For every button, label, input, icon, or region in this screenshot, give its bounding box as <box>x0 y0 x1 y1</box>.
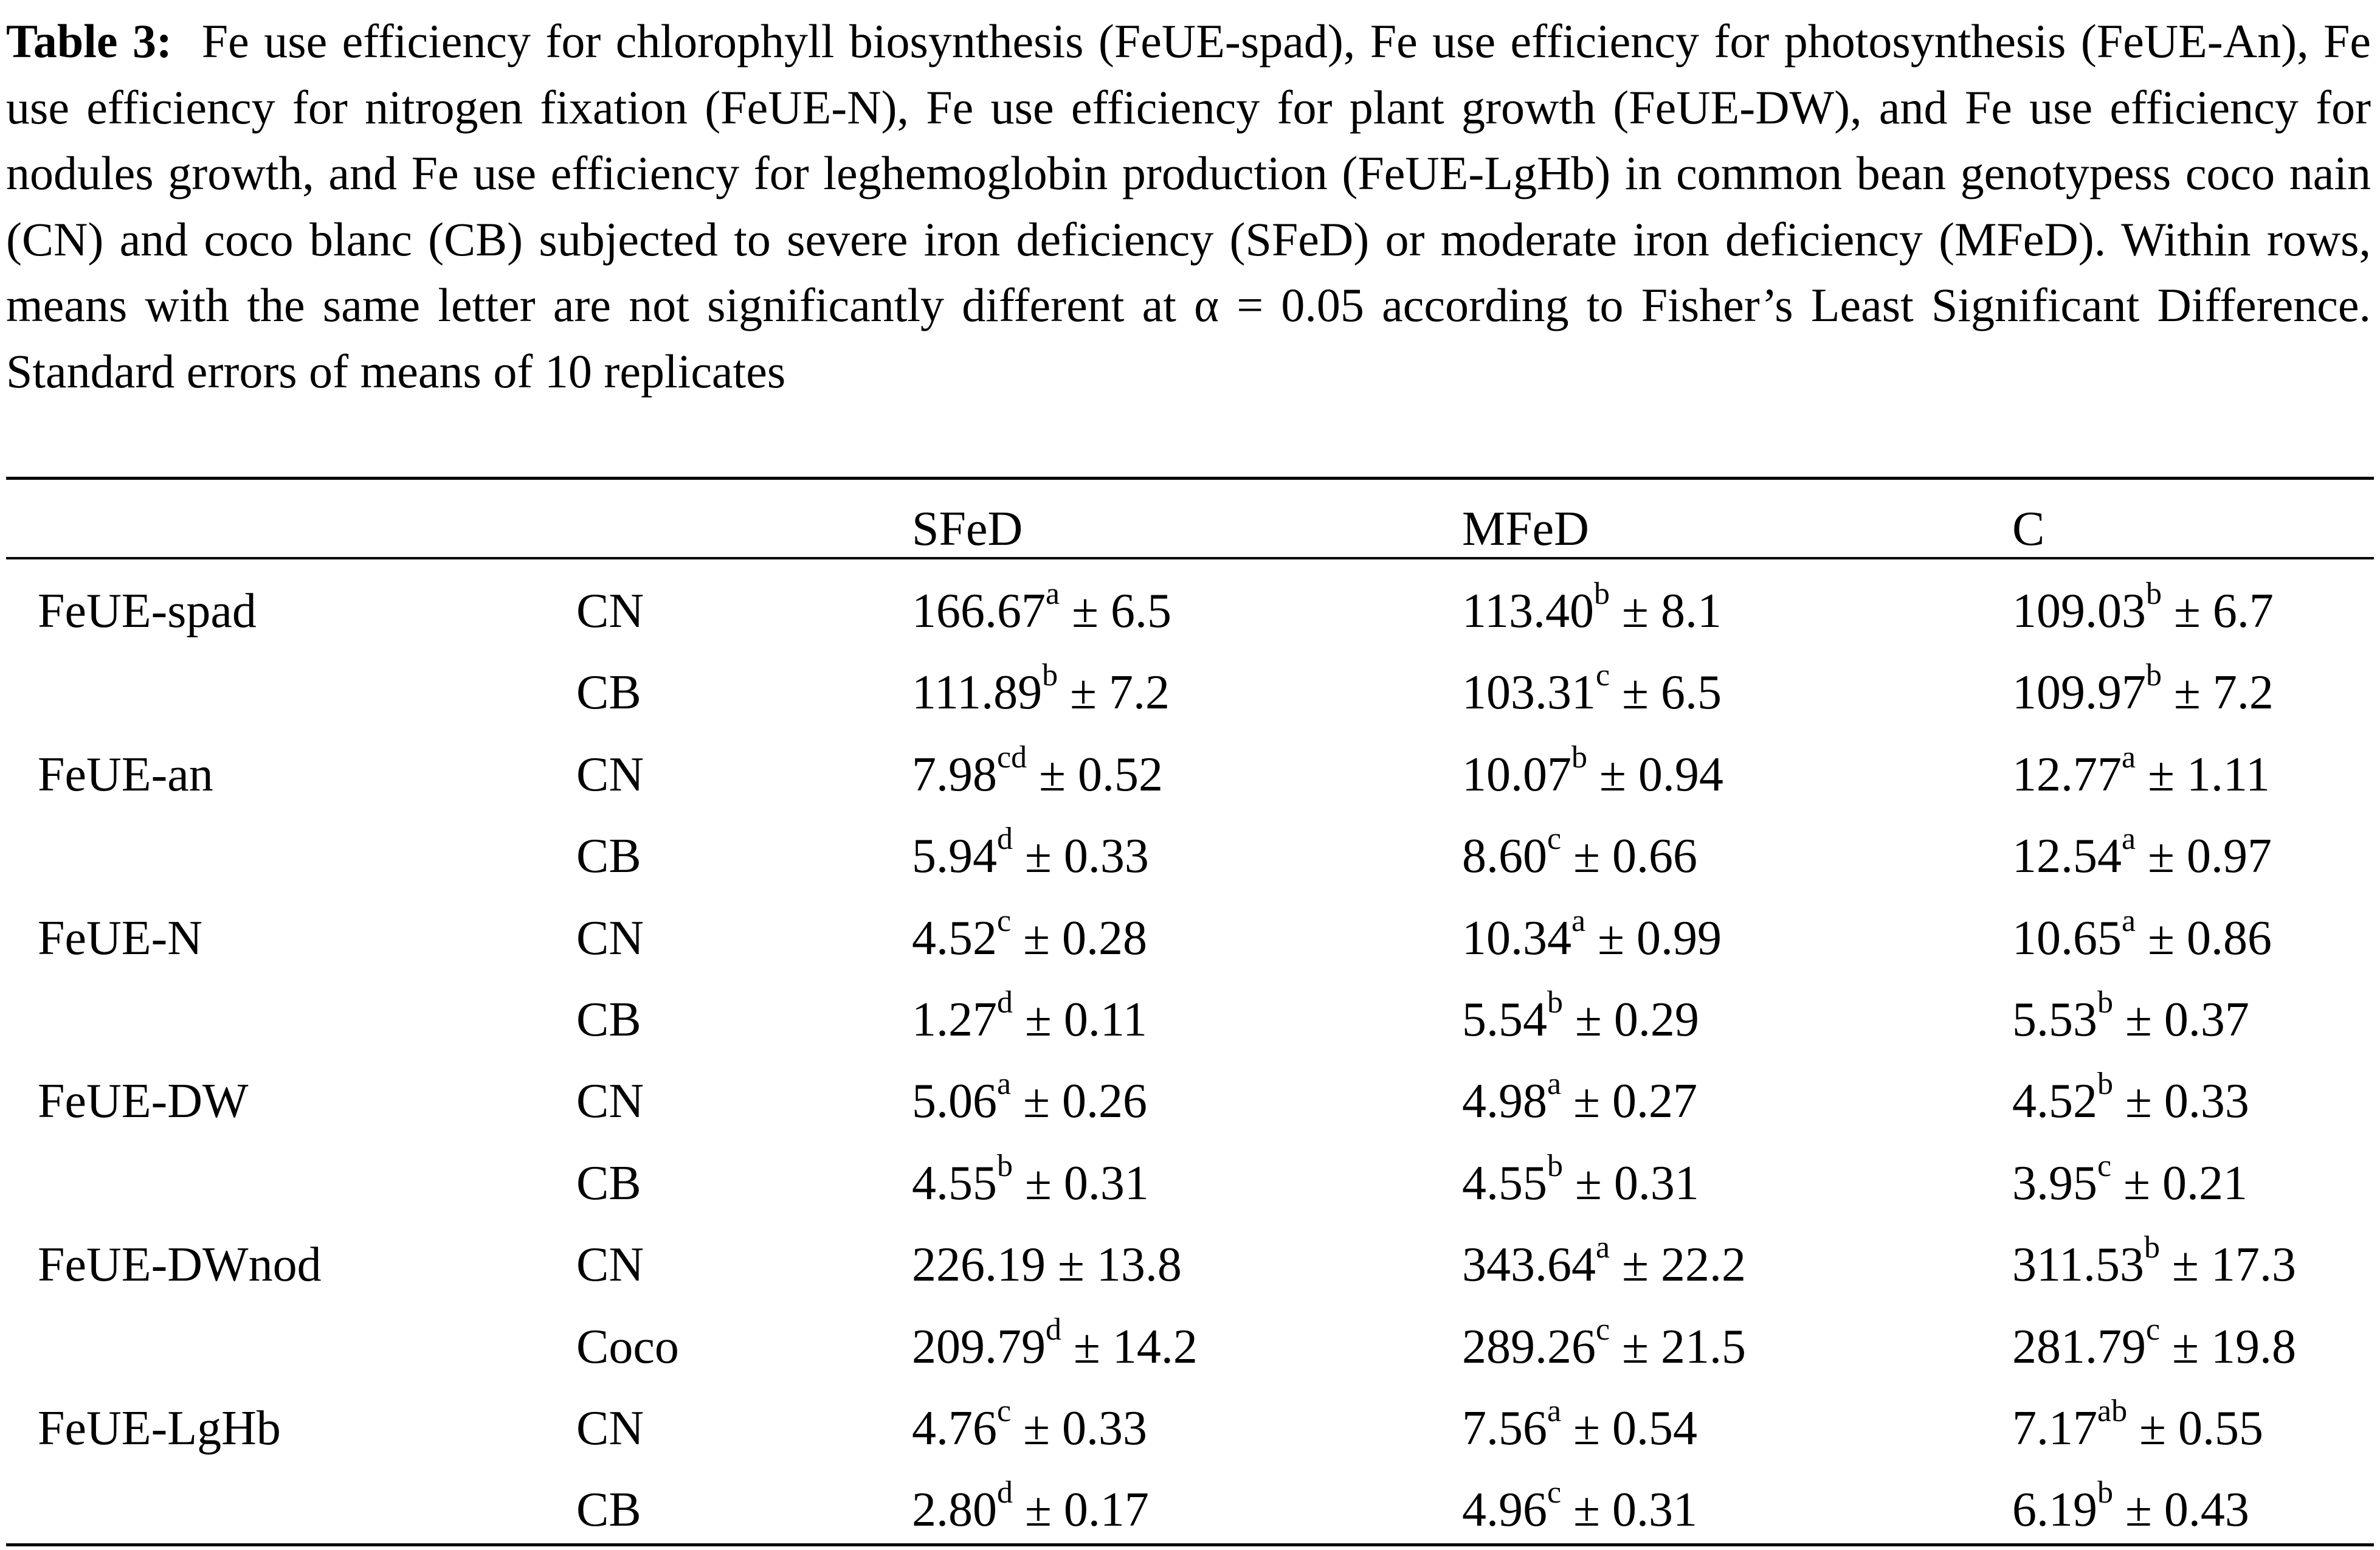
table-cell <box>2012 740 2271 802</box>
cell-significance-letter: a <box>2122 904 2136 939</box>
cell-standard-error: ± 0.31 <box>1561 1483 1697 1537</box>
row-genotype: CN <box>576 748 644 801</box>
cell-mean: 109.03 <box>2012 584 2146 638</box>
cell-mean: 8.60 <box>1462 829 1547 883</box>
cell-significance-letter: d <box>997 822 1013 857</box>
table-cell <box>1462 822 1697 884</box>
cell-mean: 109.97 <box>2012 666 2146 719</box>
table-cell <box>1462 740 1723 802</box>
cell-significance-letter: b <box>1594 576 1610 612</box>
cell-mean: 113.40 <box>1462 584 1595 638</box>
row-genotype: CN <box>576 1402 644 1455</box>
table-cell <box>912 1237 1182 1292</box>
cell-significance-letter: b <box>2144 1230 2161 1265</box>
cell-significance-letter: cd <box>997 740 1027 775</box>
table-cell <box>912 904 1147 966</box>
cell-mean: 10.34 <box>1462 912 1571 965</box>
cell-significance-letter: b <box>1547 1149 1563 1184</box>
cell-significance-letter: c <box>997 904 1012 939</box>
cell-standard-error: ± 1.11 <box>2136 748 2271 801</box>
cell-mean: 5.06 <box>912 1074 997 1128</box>
cell-standard-error: ± 6.5 <box>1060 584 1171 638</box>
table-cell <box>2012 822 2272 884</box>
table-cell <box>1462 985 1699 1047</box>
cell-mean: 4.55 <box>1462 1157 1547 1210</box>
caption-text: Fe use efficiency for chlorophyll biosynthesis (FeUE-spad), Fe use efficiency for photosynthesis (FeUE-An), Fe use efficiency for nitrogen fixation (FeUE-N), Fe use efficiency for plant growth (FeUE-DW), and Fe use efficiency for nodules growth, and Fe use efficiency for leghemoglobin production (FeUE-LgHb) in common bean genotypess coco nain (CN) and coco blanc (CB) subjected to severe iron deficiency (SFeD) or moderate iron deficiency (MFeD). Within rows, means with the same letter are not significantly different at α = 0.05 according to Fisher’s Least Significant Difference. Standard errors of means of 10 replicates <box>6 15 2371 398</box>
cell-standard-error: ± 0.31 <box>1013 1157 1149 1210</box>
table-cell <box>2012 1149 2247 1211</box>
cell-significance-letter: a <box>1046 576 1060 612</box>
cell-significance-letter: d <box>997 985 1013 1020</box>
cell-significance-letter: c <box>1596 658 1610 693</box>
cell-mean: 4.98 <box>1462 1074 1547 1128</box>
cell-standard-error: ± 0.33 <box>1011 1402 1147 1455</box>
cell-mean: 3.95 <box>2012 1157 2097 1210</box>
table-cell <box>912 740 1163 802</box>
cell-mean: 226.19 <box>912 1238 1046 1292</box>
row-parameter: FeUE-LgHb <box>38 1402 281 1455</box>
cell-mean: 6.19 <box>2012 1483 2097 1537</box>
table-top-rule <box>6 477 2374 480</box>
table-cell <box>2012 658 2274 720</box>
cell-significance-letter: b <box>997 1149 1013 1184</box>
table-cell <box>1462 1394 1697 1456</box>
cell-significance-letter: a <box>997 1067 1012 1102</box>
cell-mean: 4.55 <box>912 1157 997 1210</box>
cell-significance-letter: c <box>1547 822 1562 857</box>
row-genotype: CN <box>576 1074 644 1128</box>
cell-standard-error: ± 0.97 <box>2136 829 2272 883</box>
cell-mean: 4.52 <box>2012 1074 2097 1128</box>
table-cell <box>912 822 1149 884</box>
table-cell <box>912 1312 1198 1374</box>
cell-significance-letter: c <box>2146 1312 2161 1348</box>
cell-mean: 5.54 <box>1462 993 1547 1047</box>
row-genotype: Coco <box>576 1320 679 1374</box>
cell-standard-error: ± 6.7 <box>2162 584 2274 638</box>
cell-standard-error: ± 7.2 <box>2162 666 2274 719</box>
cell-standard-error: ± 0.55 <box>2127 1402 2263 1455</box>
row-genotype: CB <box>576 829 641 883</box>
cell-mean: 166.67 <box>912 584 1046 638</box>
table-cell <box>912 1067 1147 1129</box>
table-caption <box>6 9 2371 404</box>
cell-mean: 5.94 <box>912 829 997 883</box>
cell-mean: 209.79 <box>912 1320 1046 1374</box>
cell-significance-letter: c <box>1547 1475 1562 1510</box>
cell-significance-letter: b <box>1571 740 1587 775</box>
table-cell <box>912 1475 1149 1537</box>
table-cell <box>2012 1312 2296 1374</box>
cell-standard-error: ± 22.2 <box>1610 1238 1746 1292</box>
cell-standard-error: ± 0.99 <box>1585 912 1722 965</box>
cell-standard-error: ± 0.31 <box>1563 1157 1699 1210</box>
row-parameter: FeUE-DW <box>38 1074 249 1128</box>
cell-mean: 103.31 <box>1462 666 1596 719</box>
cell-mean: 10.07 <box>1462 748 1571 801</box>
table-cell <box>1462 658 1722 720</box>
cell-significance-letter: b <box>2097 985 2113 1020</box>
table-cell <box>1462 1230 1746 1292</box>
table-cell <box>912 576 1171 638</box>
cell-mean: 7.56 <box>1462 1402 1547 1455</box>
table-cell <box>1462 904 1722 966</box>
cell-significance-letter: ab <box>2097 1394 2128 1429</box>
cell-standard-error: ± 19.8 <box>2160 1320 2296 1374</box>
cell-significance-letter: a <box>2122 822 2136 857</box>
cell-standard-error: ± 0.33 <box>1013 829 1149 883</box>
table-cell <box>2012 985 2249 1047</box>
cell-standard-error: ± 14.2 <box>1061 1320 1198 1374</box>
row-genotype: CB <box>576 1157 641 1210</box>
cell-standard-error: ± 0.28 <box>1011 912 1147 965</box>
table-cell <box>2012 904 2272 966</box>
table-label: Table 3: <box>6 15 172 67</box>
row-parameter: FeUE-an <box>38 748 213 801</box>
cell-standard-error: ± 0.33 <box>2113 1074 2249 1128</box>
cell-standard-error: ± 0.86 <box>2136 912 2272 965</box>
cell-standard-error: ± 0.94 <box>1587 748 1723 801</box>
cell-standard-error: ± 6.5 <box>1610 666 1722 719</box>
cell-mean: 281.79 <box>2012 1320 2146 1374</box>
row-genotype: CB <box>576 666 641 719</box>
table-cell <box>1462 1312 1746 1374</box>
cell-significance-letter: b <box>2097 1475 2113 1510</box>
cell-standard-error: ± 0.66 <box>1561 829 1697 883</box>
cell-significance-letter: b <box>2146 576 2162 612</box>
cell-significance-letter: a <box>2122 740 2136 775</box>
cell-mean: 1.27 <box>912 993 997 1047</box>
table-cell <box>1462 1067 1697 1129</box>
table-cell <box>912 985 1147 1047</box>
cell-standard-error: ± 0.37 <box>2113 993 2249 1047</box>
table-cell <box>912 1149 1149 1211</box>
table-cell <box>912 658 1170 720</box>
cell-mean: 311.53 <box>2012 1238 2145 1292</box>
cell-standard-error: ± 0.26 <box>1011 1074 1147 1128</box>
row-parameter: FeUE-N <box>38 912 203 965</box>
table-cell <box>1462 576 1722 638</box>
cell-significance-letter: a <box>1547 1394 1562 1429</box>
cell-significance-letter: b <box>1042 658 1058 693</box>
cell-standard-error: ± 17.3 <box>2160 1238 2296 1292</box>
table-header-rule <box>6 557 2374 559</box>
table-cell <box>1462 1149 1699 1211</box>
cell-standard-error: ± 0.11 <box>1013 993 1147 1047</box>
table-cell <box>1462 1475 1697 1537</box>
cell-significance-letter: b <box>2146 658 2162 693</box>
cell-standard-error: ± 0.27 <box>1561 1074 1697 1128</box>
cell-standard-error: ± 0.52 <box>1027 748 1163 801</box>
cell-mean: 4.96 <box>1462 1483 1547 1537</box>
cell-significance-letter: c <box>2097 1149 2112 1184</box>
column-header-c: C <box>2012 502 2045 556</box>
cell-mean: 343.64 <box>1462 1238 1596 1292</box>
row-genotype: CB <box>576 993 641 1047</box>
cell-significance-letter: a <box>1596 1230 1610 1265</box>
cell-standard-error: ± 0.54 <box>1561 1402 1697 1455</box>
cell-standard-error: ± 7.2 <box>1058 666 1170 719</box>
cell-standard-error: ± 8.1 <box>1610 584 1722 638</box>
cell-standard-error: ± 0.17 <box>1013 1483 1149 1537</box>
table-cell <box>2012 576 2274 638</box>
cell-standard-error: ± 21.5 <box>1610 1320 1746 1374</box>
cell-significance-letter: c <box>1596 1312 1610 1348</box>
row-genotype: CN <box>576 584 644 638</box>
column-header-sfed: SFeD <box>912 502 1023 556</box>
cell-mean: 5.53 <box>2012 993 2097 1047</box>
table-cell <box>912 1394 1147 1456</box>
row-genotype: CN <box>576 912 644 965</box>
row-parameter: FeUE-spad <box>38 584 257 638</box>
cell-mean: 289.26 <box>1462 1320 1596 1374</box>
table-cell <box>2012 1230 2296 1292</box>
cell-significance-letter: c <box>997 1394 1012 1429</box>
cell-significance-letter: b <box>1547 985 1563 1020</box>
table-bottom-rule <box>6 1543 2374 1546</box>
cell-mean: 111.89 <box>912 666 1043 719</box>
cell-mean: 12.77 <box>2012 748 2122 801</box>
cell-mean: 12.54 <box>2012 829 2122 883</box>
table-cell <box>2012 1067 2249 1129</box>
row-genotype: CN <box>576 1238 644 1292</box>
cell-significance-letter: d <box>997 1475 1013 1510</box>
cell-significance-letter: d <box>1046 1312 1061 1348</box>
cell-significance-letter: a <box>1571 904 1586 939</box>
cell-mean: 4.52 <box>912 912 997 965</box>
cell-mean: 7.98 <box>912 748 997 801</box>
cell-mean: 10.65 <box>2012 912 2122 965</box>
cell-standard-error: ± 13.8 <box>1046 1238 1182 1292</box>
cell-mean: 7.17 <box>2012 1402 2097 1455</box>
table-cell <box>2012 1475 2249 1537</box>
cell-standard-error: ± 0.29 <box>1563 993 1699 1047</box>
column-header-mfed: MFeD <box>1462 502 1589 556</box>
row-parameter: FeUE-DWnod <box>38 1238 322 1292</box>
cell-significance-letter: a <box>1547 1067 1562 1102</box>
cell-significance-letter: b <box>2097 1067 2113 1102</box>
cell-standard-error: ± 0.43 <box>2113 1483 2249 1537</box>
cell-mean: 4.76 <box>912 1402 997 1455</box>
row-genotype: CB <box>576 1483 641 1537</box>
cell-standard-error: ± 0.21 <box>2111 1157 2247 1210</box>
cell-mean: 2.80 <box>912 1483 997 1537</box>
table-cell <box>2012 1394 2263 1456</box>
